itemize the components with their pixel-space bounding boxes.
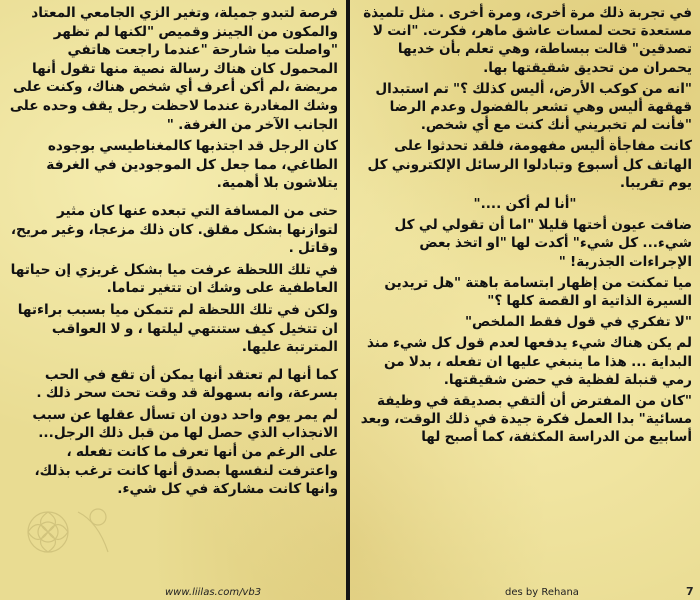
paragraph: فرصة لتبدو جميلة، وتغير الزي الجامعي المعتاد والمكون من الجينز وقميص "لكنها لم تظهر "واصلت ميا شارحة "عندما راجعت هاتفي المحمول كان هناك رسالة نصية منها تقول أنها مريضة ،لم أكن أعرف أي شخص هناك، وكنت على وشك المغادرة عندما لاحظت رجل يقف وحده على الجانب الآخر من الغرفة. " — [9, 5, 338, 133]
paragraph: كان الرجل قد اجتذبها كالمغناطيسي بوجوده الطاغي، مما جعل كل الموجودين في الغرفة يتلاشون بلا أهمية. — [46, 138, 338, 192]
paragraph: كانت مفاجأة أليس مفهومة، فلقد تحدثوا على الهاتف كل أسبوع وتبادلوا الرسائل الإلكتروني كل يوم تقريبا. — [367, 138, 692, 191]
design-credit: des by Rehana — [505, 587, 579, 598]
page-number: 7 — [686, 585, 694, 598]
flower-ornament-icon — [8, 492, 128, 572]
paragraph: كما أنها لم تعتقد أنها يمكن أن تقع في الحب بسرعة، وانه بسهولة قد وقت تحت سحر ذلك . — [36, 366, 338, 402]
site-url: www.liilas.com/vb3 — [165, 587, 262, 598]
paragraph: "أنا لم أكن ...." — [473, 196, 577, 213]
paragraph: "انه من كوكب الأرض، أليس كذلك ؟" تم استبدال قهقهة أليس وهي تشعر بالفضول وعدم الرضا "فأنت لم تخبريني أنك كنت مع أي شخص. — [375, 80, 692, 134]
paragraph: حتى من المسافة التي تبعده عنها كان مثير لتوازنها بشكل مقلق. كان ذلك مزعجا، وغير مريح، وقاتل . — [10, 202, 338, 257]
paragraph: "كان من المفترض أن ألتقي بصديقة في وظيفة مسائية" بدا العمل فكرة جيدة في ذلك الوقت، وبعد أسابيع من الدراسة المكثفة، كما أصبح لها — [360, 393, 692, 446]
paragraph: ضاقت عيون أختها قليلا "اما أن تقولي لي كل شيء... كل شيء" أكدت لها "او اتخذ بعض الإجراءات الجذرية! " — [394, 217, 692, 270]
paragraph: ميا تمكنت من إظهار ابتسامة باهتة "هل تريدين السيرة الذاتية او القصة كلها ؟" — [384, 274, 692, 310]
paragraph: ولكن في تلك اللحظة لم تتمكن ميا بسبب براءتها ان تتخيل كيف ستنتهي ليلتها ، و لا العواقب المترتبة عليها. — [17, 301, 338, 356]
paragraph: لم يمر يوم واحد دون ان تسأل عقلها عن سبب الانجذاب الذي حصل لها من قبل ذلك الرجل... على الرغم من أنها تعرف ما كانت تفعله ، واعترفت لنفسها بصدق أنها كانت ترغب بذلك، وانها كانت مشاركة في كل شيء. — [32, 406, 338, 498]
column-divider — [346, 0, 350, 600]
paragraph: في تلك اللحظة عرفت ميا بشكل غريزي إن حياتها العاطفية على وشك ان تتغير تماما. — [10, 261, 338, 297]
right-text-column — [350, 0, 700, 600]
paragraph: في تجربة ذلك مرة أخرى، ومرة أخرى . مثل تلميذة مستعدة تحت لمسات عاشق ماهر، فكرت. "انت لا تصدقين" قالت ببساطة، وهي تعلم بأن خديها يحمران من تحديق شقيقتها بها. — [363, 5, 692, 76]
paragraph: "لا تفكري في قول فقط الملخص" — [464, 314, 692, 331]
paragraph: لم يكن هناك شيء يدفعها لعدم قول كل شيء منذ البداية ... هذا ما ينبغي عليها ان تفعله ، بدلا من رمي قنبلة لفظية في حضن شقيقتها. — [366, 335, 692, 388]
